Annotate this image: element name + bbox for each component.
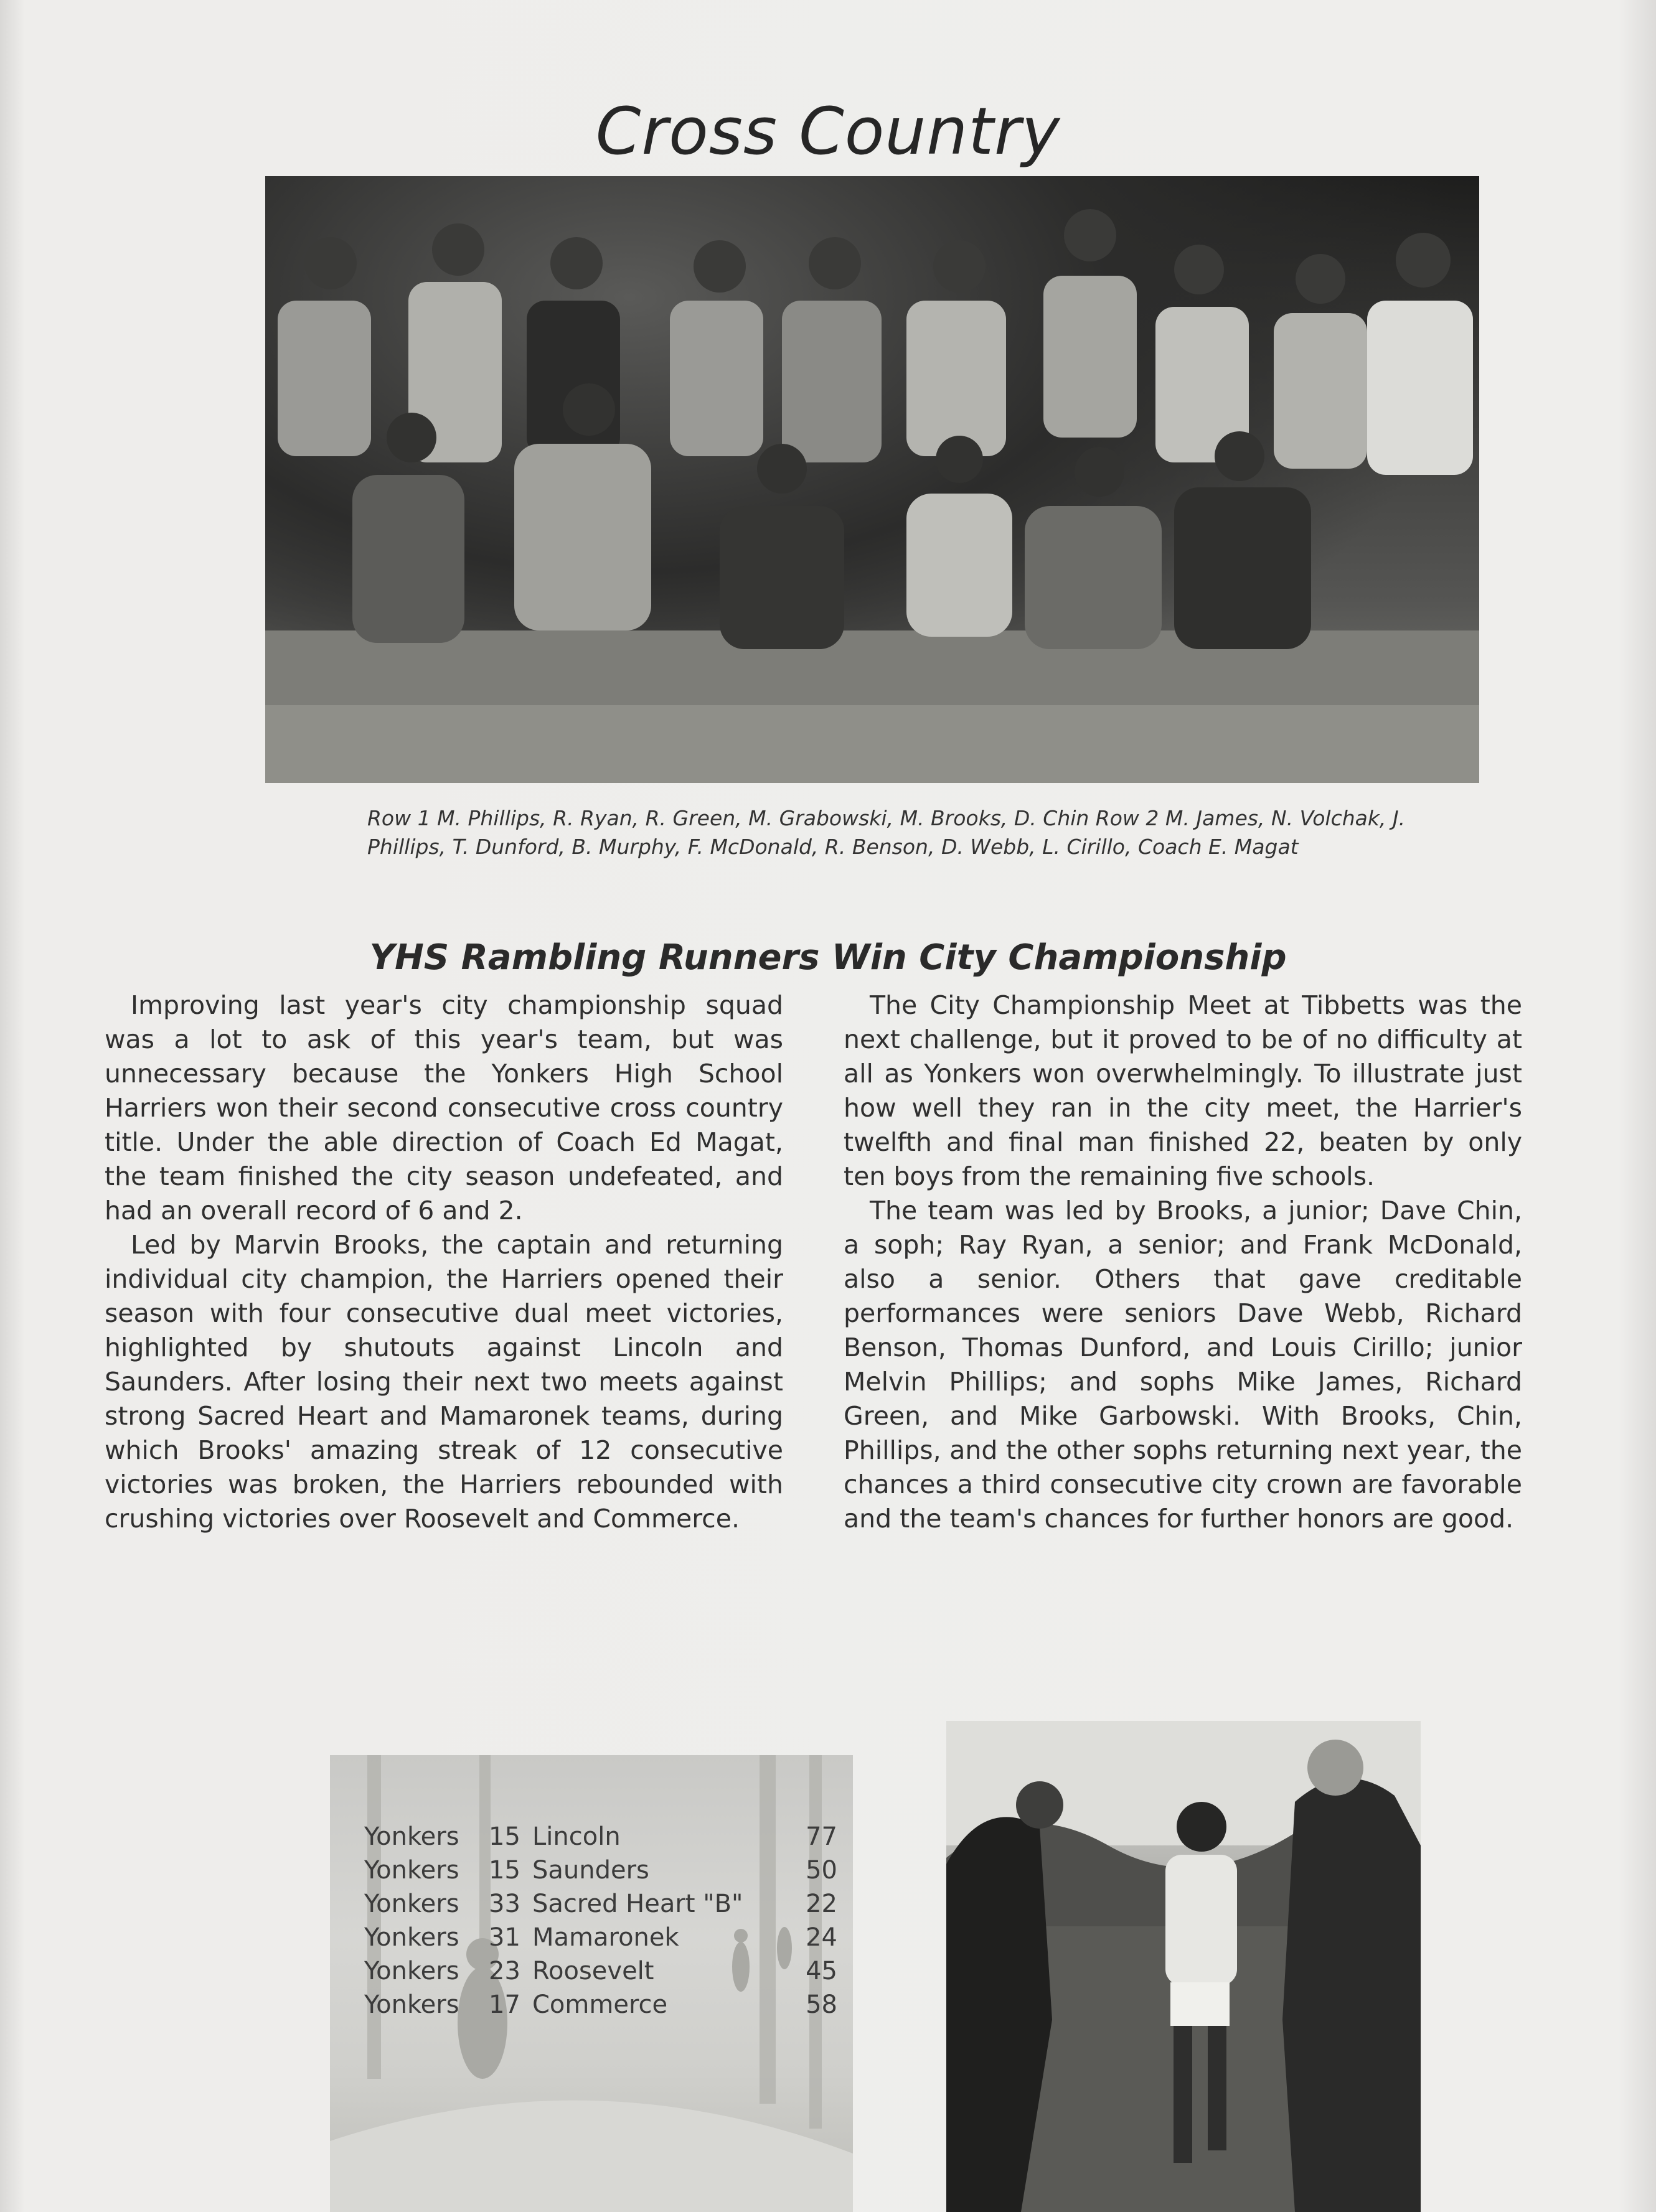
team-name: Yonkers bbox=[364, 1890, 459, 1918]
score-row bbox=[364, 1853, 837, 1887]
article-headline: YHS Rambling Runners Win City Championship bbox=[369, 937, 1287, 978]
opponent-score: 50 bbox=[806, 1856, 837, 1885]
paragraph: Improving last year's city championship squad was a lot to ask of this year's team, but was unnecessary because the Yonkers High School Harriers won their second consecutive cross country title. Under the able direction of Coach Ed Magat, the team finished the city season undefeated, and had an overall record of 6 and 2. bbox=[105, 990, 783, 1226]
score-row bbox=[364, 1887, 837, 1921]
team-score: 15 bbox=[489, 1856, 520, 1885]
opponent-score: 77 bbox=[806, 1822, 837, 1851]
score-row bbox=[364, 1988, 837, 2022]
team-name: Yonkers bbox=[364, 1856, 459, 1885]
team-photo bbox=[265, 176, 1479, 783]
team-name: Yonkers bbox=[364, 1923, 459, 1952]
team-name: Yonkers bbox=[364, 1990, 459, 2019]
team-score: 33 bbox=[489, 1890, 520, 1918]
opponent-score: 24 bbox=[806, 1923, 837, 1952]
finish-line-photo bbox=[946, 1721, 1421, 2212]
opponent-name: Saunders bbox=[532, 1856, 649, 1885]
article-column-left bbox=[105, 988, 783, 1536]
opponent-score: 22 bbox=[806, 1890, 837, 1918]
opponent-score: 45 bbox=[806, 1957, 837, 1985]
team-name: Yonkers bbox=[364, 1822, 459, 1851]
paragraph: Led by Marvin Brooks, the captain and returning individual city champion, the Harriers opened their season with four consecutive dual meet victories, highlighted by shutouts against Lincoln and Saunders. After losing their next two meets against strong Sacred Heart and Mamaronek teams, during which Brooks' amazing streak of 12 consecutive victories was broken, the Harriers rebounded with crushing victories over Roosevelt and Commerce. bbox=[105, 1230, 783, 1534]
team-score: 17 bbox=[489, 1990, 520, 2019]
opponent-name: Lincoln bbox=[532, 1822, 621, 1851]
team-score: 23 bbox=[489, 1957, 520, 1985]
team-score: 15 bbox=[489, 1822, 520, 1851]
page-title: Cross Country bbox=[595, 93, 1061, 169]
score-row bbox=[364, 1921, 837, 1954]
score-row bbox=[364, 1820, 837, 1853]
team-name: Yonkers bbox=[364, 1957, 459, 1985]
opponent-name: Sacred Heart "B" bbox=[532, 1890, 743, 1918]
team-photo-illustration bbox=[265, 176, 1479, 783]
score-row bbox=[364, 1954, 837, 1988]
finish-line-illustration bbox=[946, 1721, 1421, 2212]
opponent-name: Commerce bbox=[532, 1990, 668, 2019]
paragraph: The team was led by Brooks, a junior; Dave Chin, a soph; Ray Ryan, a senior; and Frank McDonald, also a senior. Others that gave creditable performances were seniors Dave Webb, Richard Benson, Thomas Dunford, and Louis Cirillo; junior Melvin Phillips; and sophs Mike James, Richard Green, and Mike Garbowski. With Brooks, Chin, Phillips, and the other sophs returning next year, the chances a third consecutive city crown are favorable and the team's chances for further honors are good. bbox=[844, 1196, 1522, 1534]
season-scores-table bbox=[364, 1820, 837, 2022]
opponent-name: Roosevelt bbox=[532, 1957, 654, 1985]
article-column-right bbox=[844, 988, 1522, 1536]
opponent-score: 58 bbox=[806, 1990, 837, 2019]
opponent-name: Mamaronek bbox=[532, 1923, 679, 1952]
team-score: 31 bbox=[489, 1923, 520, 1952]
photo-caption: Row 1 M. Phillips, R. Ryan, R. Green, M. Grabowski, M. Brooks, D. Chin Row 2 M. James, N. Volchak, J. Phillips, T. Dunford, B. Murphy, F. McDonald, R. Benson, D. Webb, L. Cirillo, Coach E. Magat bbox=[367, 806, 1406, 859]
paragraph: The City Championship Meet at Tibbetts was the next challenge, but it proved to be of no difficulty at all as Yonkers won overwhelmingly. To illustrate just how well they ran in the city meet, the Harrier's twelfth and final man finished 22, beaten by only ten boys from the remaining five schools. bbox=[844, 990, 1522, 1191]
